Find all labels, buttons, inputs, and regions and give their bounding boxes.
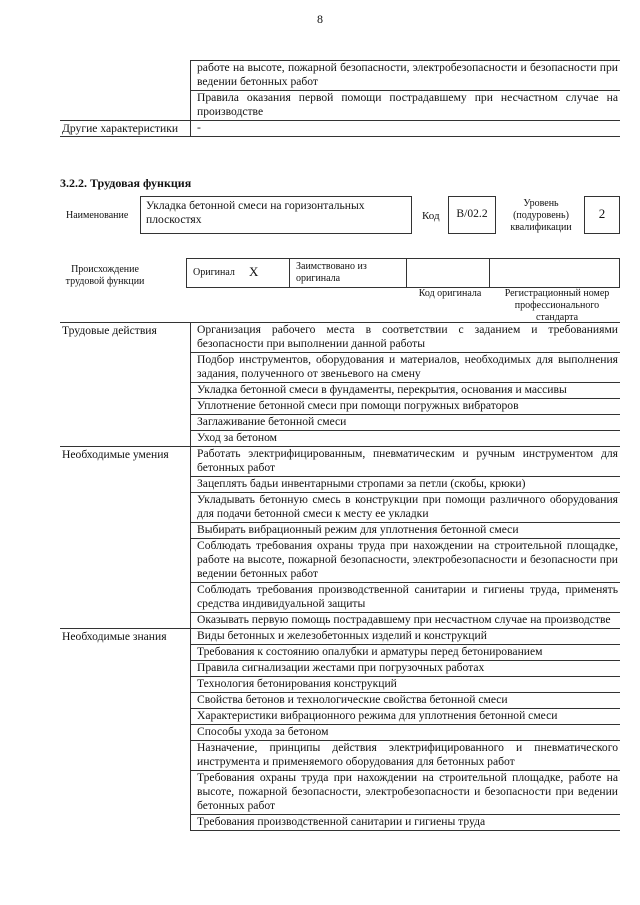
table-row xyxy=(60,477,620,493)
row-text: работе на высоте, пожарной безопасности, электробезопасности и безопасности при ведении бетонных работ xyxy=(191,61,621,91)
group-label: Необходимые умения xyxy=(60,447,191,477)
item-text: Уплотнение бетонной смеси при помощи погружных вибраторов xyxy=(191,399,621,415)
table-row xyxy=(60,725,620,741)
row-label: Другие характеристики xyxy=(60,121,191,137)
table-row xyxy=(60,91,620,121)
table-row xyxy=(60,539,620,583)
table-row xyxy=(60,399,620,415)
group-label: Необходимые знания xyxy=(60,629,191,645)
table-row xyxy=(60,629,620,645)
function-name: Укладка бетонной смеси на горизонтальных плоскостях xyxy=(146,199,365,226)
table-row xyxy=(60,583,620,613)
code-value: В/02.2 xyxy=(456,207,488,220)
table-row xyxy=(60,771,620,815)
item-text: Работать электрифицированным, пневматическим и ручным инструментом для бетонных работ xyxy=(191,447,621,477)
table-row xyxy=(60,741,620,771)
code-label: Код xyxy=(422,210,440,222)
item-text: Соблюдать требования охраны труда при нахождении на строительной площадке, работе на высоте, пожарной безопасности, электробезопасности и безопасности при ведении бетонных работ xyxy=(191,539,621,583)
item-text: Характеристики вибрационного режима для уплотнения бетонной смеси xyxy=(191,709,621,725)
level-label: Уровень (подуровень) квалификации xyxy=(510,198,572,233)
table-row xyxy=(60,121,620,137)
reg-number-caption: Регистрационный номер профессионального стандарта xyxy=(504,288,610,323)
table-row xyxy=(60,447,620,477)
page-number: 8 xyxy=(317,12,323,26)
original-label: Оригинал xyxy=(193,267,235,278)
item-text: Способы ухода за бетоном xyxy=(191,725,621,741)
code-box xyxy=(448,196,496,234)
table-row xyxy=(60,613,620,629)
item-text: Укладывать бетонную смесь в конструкции при помощи различного оборудования для подачи бетонной смеси к месту ее укладки xyxy=(191,493,621,523)
table-row xyxy=(60,523,620,539)
table-row xyxy=(60,645,620,661)
item-text: Требования к состоянию опалубки и арматуры перед бетонированием xyxy=(191,645,621,661)
group-label: Трудовые действия xyxy=(60,323,191,353)
item-text: Требования производственной санитарии и гигиены труда xyxy=(191,815,621,831)
item-text: Уход за бетоном xyxy=(191,431,621,447)
item-text: Соблюдать требования производственной санитарии и гигиены труда, применять средства индивидуальной защиты xyxy=(191,583,621,613)
origin-label: Происхождение трудовой функции xyxy=(65,264,145,287)
item-text: Заглаживание бетонной смеси xyxy=(191,415,621,431)
table-row xyxy=(60,709,620,725)
level-box xyxy=(584,196,620,234)
table-row xyxy=(60,61,620,91)
item-text: Правила сигнализации жестами при погрузочных работах xyxy=(191,661,621,677)
item-text: Требования охраны труда при нахождении на строительной площадке, работе на высоте, пожарной безопасности, электробезопасности и безопасности при ведении бетонных работ xyxy=(191,771,621,815)
table-row xyxy=(60,415,620,431)
code-original-caption: Код оригинала xyxy=(418,288,482,299)
name-label: Наименование xyxy=(66,210,129,221)
item-text: Свойства бетонов и технологические свойства бетонной смеси xyxy=(191,693,621,709)
item-text: Организация рабочего места в соответствии с заданием и требованиями безопасности при выполнении данной работы xyxy=(191,323,621,353)
item-text: Зацеплять бадьи инвентарными стропами за петли (скобы, крюки) xyxy=(191,477,621,493)
function-details-table xyxy=(60,322,620,831)
level-value: 2 xyxy=(598,206,606,221)
row-text: - xyxy=(191,121,621,137)
item-text: Оказывать первую помощь пострадавшему при несчастном случае на производстве xyxy=(191,613,621,629)
borrowed-label: Заимствовано из оригинала xyxy=(296,261,367,284)
borrowed-cell xyxy=(289,258,407,288)
item-text: Подбор инструментов, оборудования и материалов, необходимых для выполнения задания, полученного от звеньевого на смену xyxy=(191,353,621,383)
table-row xyxy=(60,353,620,383)
item-text: Виды бетонных и железобетонных изделий и конструкций xyxy=(191,629,621,645)
reg-number-cell xyxy=(489,258,620,288)
table-row xyxy=(60,323,620,353)
code-original-cell xyxy=(406,258,490,288)
section-title: 3.2.2. Трудовая функция xyxy=(60,176,192,190)
table-row xyxy=(60,677,620,693)
function-name-box xyxy=(140,196,412,234)
table-row xyxy=(60,383,620,399)
item-text: Укладка бетонной смеси в фундаменты, перекрытия, основания и массивы xyxy=(191,383,621,399)
original-cell xyxy=(186,258,290,288)
item-text: Технология бетонирования конструкций xyxy=(191,677,621,693)
item-text: Назначение, принципы действия электрифицированного и пневматического инструмента и применяемого оборудования для бетонных работ xyxy=(191,741,621,771)
table-row xyxy=(60,815,620,831)
row-text: Правила оказания первой помощи пострадавшему при несчастном случае на производстве xyxy=(191,91,621,121)
table-row xyxy=(60,693,620,709)
top-requirements-table xyxy=(60,60,620,137)
table-row xyxy=(60,661,620,677)
table-row xyxy=(60,431,620,447)
table-row xyxy=(60,493,620,523)
item-text: Выбирать вибрационный режим для уплотнения бетонной смеси xyxy=(191,523,621,539)
original-mark: X xyxy=(249,264,259,279)
row-label xyxy=(60,61,191,91)
row-label xyxy=(60,91,191,121)
